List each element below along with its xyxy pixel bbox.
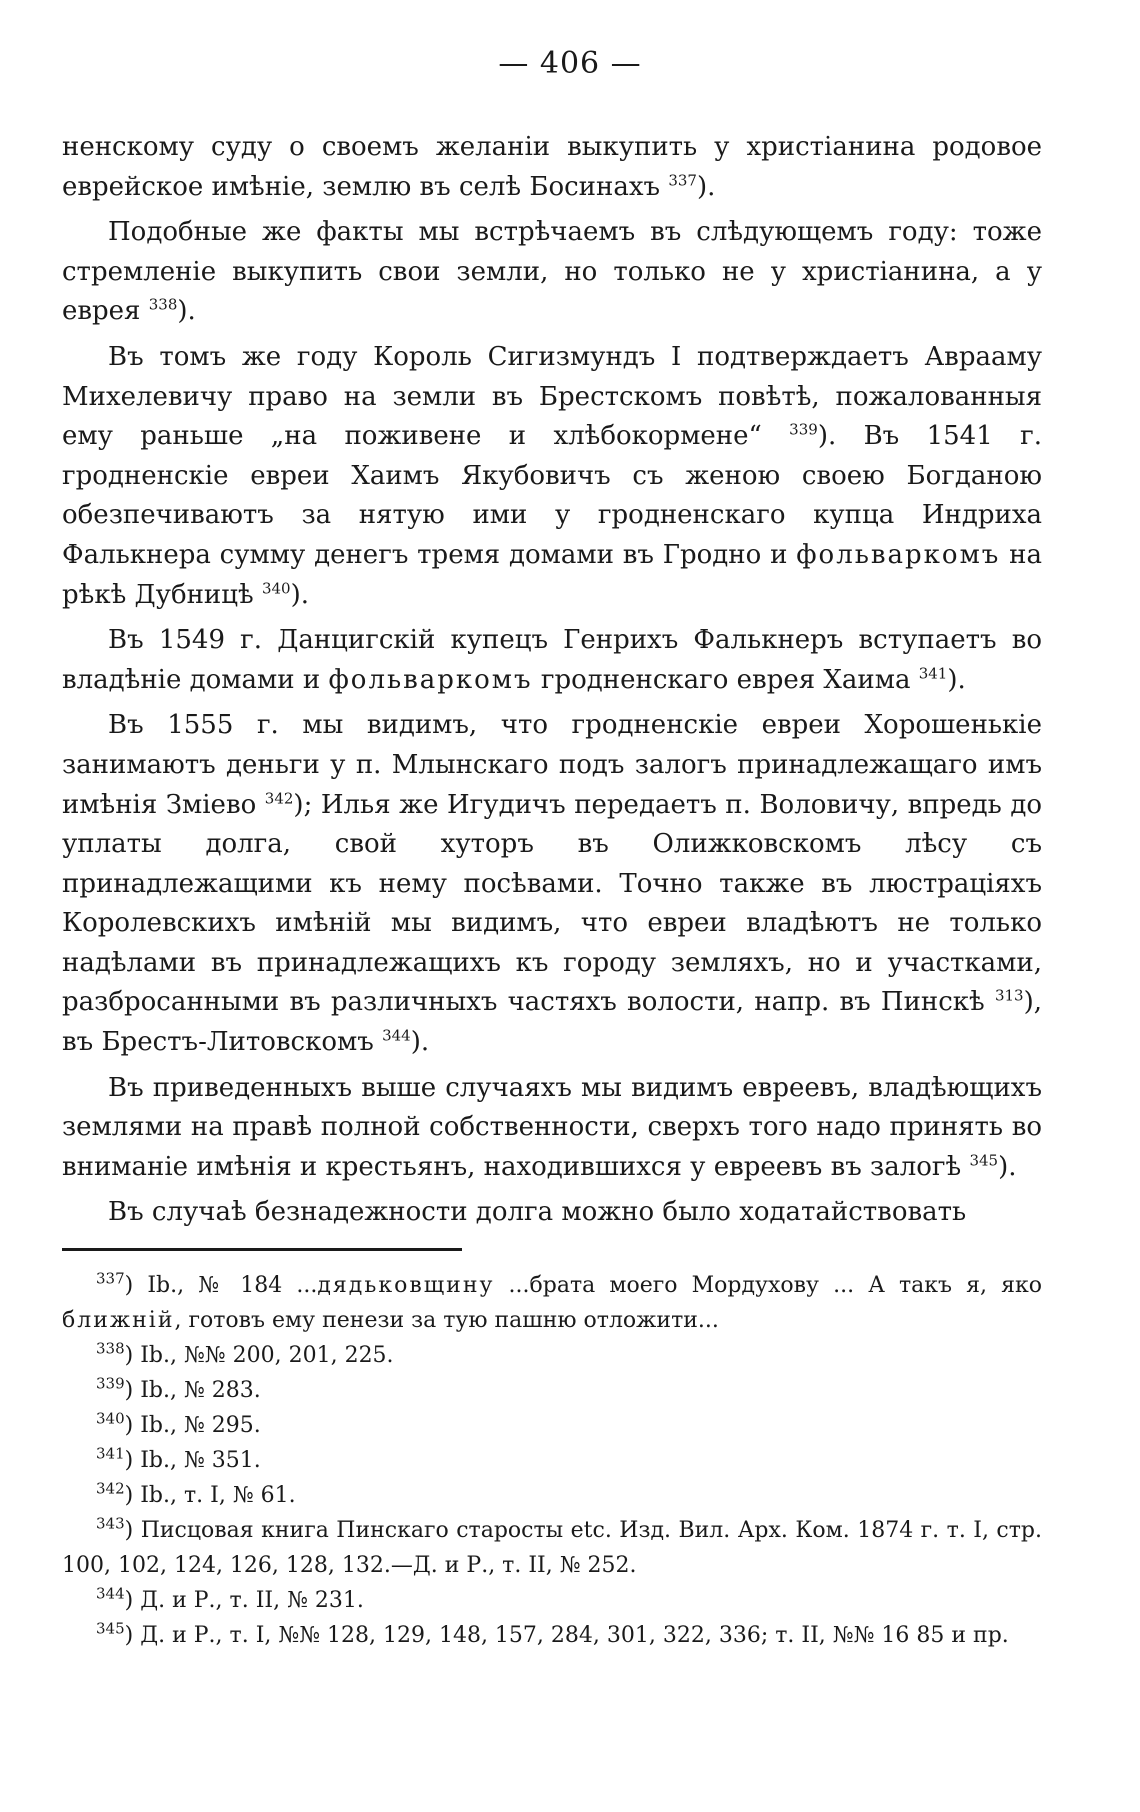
footnote-paren: ) bbox=[124, 1343, 134, 1368]
footnote bbox=[62, 1338, 1042, 1373]
footnote-number: 341 bbox=[96, 1444, 125, 1463]
footnote-number: 342 bbox=[96, 1479, 125, 1498]
footnote-number: 343 bbox=[96, 1514, 125, 1533]
footnote-paren: ) bbox=[124, 1588, 134, 1613]
text-run: Въ 1555 г. мы видимъ, что гродненскіе евреи Хорошенькіе занимаютъ деньги у п. Млынскаго подъ залогъ принадлежащаго имъ имѣнія Зміево bbox=[62, 710, 1042, 820]
text-run: Въ случаѣ безнадежности долга можно было ходатайствовать bbox=[108, 1197, 967, 1228]
paragraph bbox=[62, 1193, 1042, 1233]
text-run: гродненскаго еврея Хаима bbox=[532, 664, 919, 695]
paragraph bbox=[62, 338, 1042, 615]
footnote bbox=[62, 1513, 1042, 1583]
text-run: ...брата моего Мордухову ... А такъ я, яко bbox=[494, 1273, 1042, 1298]
paragraph bbox=[62, 621, 1042, 700]
footnote-paren: ) bbox=[124, 1448, 134, 1473]
footnote-number: 345 bbox=[96, 1619, 125, 1638]
footnote-paren: ) bbox=[124, 1483, 134, 1508]
footnote-number: 337 bbox=[96, 1269, 125, 1288]
text-run: Ib., № 283. bbox=[133, 1378, 261, 1403]
footnote-number: 340 bbox=[96, 1409, 125, 1428]
text-run: ). Въ 1541 г. гродненскіе евреи Хаимъ Якубовичъ съ женою своею Богданою обезпечиваютъ за нятую ими у гродненскаго купца Индриха Фалькнера сумму денегъ тремя домами въ Гродно и bbox=[62, 421, 1042, 570]
text-run: Ib., №№ 200, 201, 225. bbox=[133, 1343, 394, 1368]
footnotes bbox=[62, 1268, 1042, 1653]
footnote-ref: 344 bbox=[382, 1026, 411, 1045]
footnote-paren: ) bbox=[124, 1623, 134, 1648]
footnote bbox=[62, 1618, 1042, 1653]
text-run: Ib., № 351. bbox=[133, 1448, 261, 1473]
footnote-ref: 342 bbox=[264, 788, 294, 807]
text-run: ненскому суду о своемъ желаніи выкупить у христіанина родовое еврейское имѣніе, землю въ селѣ Босинахъ bbox=[62, 132, 1042, 202]
text-run: Въ томъ же году Король Сигизмундъ I подтверждаетъ Аврааму Михелевичу право на земли въ Брестскомъ повѣтѣ, пожалованныя ему раньше „на поживене и хлѣбокормене“ bbox=[62, 341, 1042, 452]
footnote-number: 338 bbox=[96, 1339, 125, 1358]
text-run: Въ приведенныхъ выше случаяхъ мы видимъ евреевъ, владѣющихъ землями на правѣ полной собственности, сверхъ того надо принять во вниманіе имѣнія и крестьянъ, находившихся у евреевъ въ залогѣ bbox=[62, 1072, 1042, 1182]
text-run: , готовъ ему пенези за тую пашню отложити... bbox=[174, 1308, 719, 1333]
text-run: ); Илья же Игудичъ передаетъ п. Воловичу, впредь до уплаты долга, свой хуторъ въ Олижковскомъ лѣсу съ принадлежащими къ нему посѣвами. Точно также въ люстраціяхъ Королевскихъ имѣній мы видимъ, что евреи владѣютъ не только надѣлами въ принадлежащихъ къ городу земляхъ, но и участками, разбросанными въ различныхъ частяхъ волости, напр. въ Пинскѣ bbox=[62, 789, 1042, 1018]
text-run: Ib., т. I, № 61. bbox=[133, 1483, 296, 1508]
spaced-text: дядьковщину bbox=[317, 1273, 495, 1298]
text-run: ). bbox=[696, 171, 716, 202]
page-number: — 406 — bbox=[498, 46, 642, 81]
footnote bbox=[62, 1583, 1042, 1618]
footnote-ref: 339 bbox=[789, 420, 818, 439]
footnote-ref: 340 bbox=[261, 578, 291, 597]
main-text bbox=[62, 128, 1042, 1239]
text-run: ), въ Брестъ-Литовскомъ bbox=[62, 987, 1042, 1058]
text-run: Ib., № 295. bbox=[133, 1413, 261, 1438]
text-run: ). bbox=[998, 1151, 1017, 1182]
footnote-paren: ) bbox=[124, 1518, 134, 1543]
footnote-number: 344 bbox=[96, 1584, 125, 1603]
text-run: Писцовая книга Пинскаго старосты etc. Изд. Вил. Арх. Ком. 1874 г. т. I, стр. 100, 102, 124, 126, 128, 132.—Д. и Р., т. II, № 252. bbox=[62, 1518, 1042, 1578]
footnote-ref: 337 bbox=[668, 170, 697, 189]
text-run: ). bbox=[947, 664, 966, 695]
footnote bbox=[62, 1408, 1042, 1443]
paragraph bbox=[62, 213, 1042, 332]
paragraph bbox=[62, 1069, 1042, 1188]
text-run: Д. и Р., т. II, № 231. bbox=[133, 1588, 364, 1613]
footnote-paren: ) bbox=[124, 1378, 134, 1403]
footnote bbox=[62, 1268, 1042, 1338]
footnote-ref: 313 bbox=[994, 986, 1024, 1005]
text-run: Ib., № 184 ... bbox=[133, 1273, 318, 1298]
spaced-text: ближній bbox=[62, 1308, 175, 1333]
footnote-ref: 341 bbox=[918, 664, 948, 683]
footnote-paren: ) bbox=[124, 1413, 134, 1438]
paragraph bbox=[62, 706, 1042, 1062]
footnote bbox=[62, 1443, 1042, 1478]
text-run: ). bbox=[177, 296, 196, 327]
text-run: Въ 1549 г. Данцигскій купецъ Генрихъ Фалькнеръ вступаетъ во владѣніе домами и bbox=[62, 625, 1042, 695]
footnote bbox=[62, 1478, 1042, 1513]
text-run: Д. и Р., т. I, №№ 128, 129, 148, 157, 284, 301, 322, 336; т. II, №№ 16 85 и пр. bbox=[133, 1623, 1009, 1648]
text-run: ). bbox=[290, 579, 309, 610]
spaced-text: фольваркомъ bbox=[796, 539, 1001, 570]
footnote-number: 339 bbox=[96, 1374, 125, 1393]
footnote-ref: 345 bbox=[969, 1151, 999, 1170]
paragraph bbox=[62, 128, 1042, 207]
footnote-ref: 338 bbox=[148, 295, 178, 314]
footnote-paren: ) bbox=[124, 1273, 134, 1298]
text-run: ). bbox=[410, 1027, 430, 1058]
text-run: Подобные же факты мы встрѣчаемъ въ слѣдующемъ году: тоже стремленіе выкупить свои земли, но только не у христіанина, а у еврея bbox=[62, 217, 1042, 327]
text-run: на рѣкѣ Дубницѣ bbox=[62, 539, 1042, 610]
footnote bbox=[62, 1373, 1042, 1408]
footnote-divider bbox=[62, 1248, 462, 1251]
spaced-text: фольваркомъ bbox=[328, 664, 533, 695]
